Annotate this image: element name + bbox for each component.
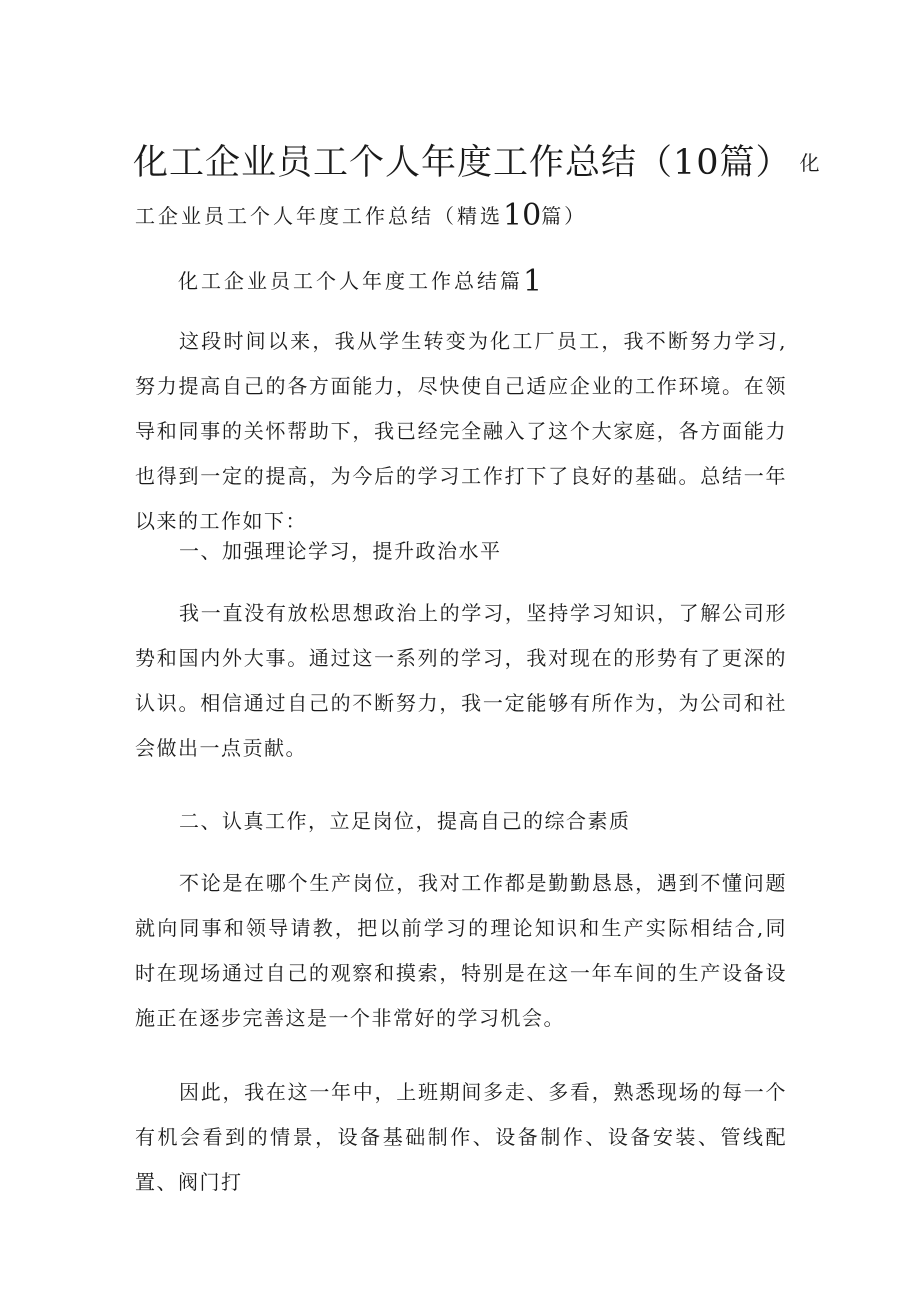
subtitle-suffix: 篇） bbox=[541, 204, 588, 228]
section-number: 1 bbox=[523, 264, 543, 299]
heading-theory-study: 一、加强理论学习，提升政治水平 bbox=[179, 539, 502, 563]
paragraph-intro: 这段时间以来，我从学生转变为化工厂员工，我不断努力学习,努力提高自己的各方面能力，尽快使自己适应企业的工作环境。在领导和同事的关怀帮助下，我已经完全融入了这个大家庭，各方面能力也得到一定的提高，为今后的学习工作打下了良好的基础。总结一年以来的工作如下： bbox=[135, 329, 787, 533]
heading-work-quality: 二、认真工作，立足岗位，提高自己的综合素质 bbox=[179, 809, 631, 833]
section-heading bbox=[178, 264, 542, 300]
title-text: 化工企业员工个人年度工作总结（10篇） bbox=[133, 143, 792, 183]
document-title bbox=[133, 143, 913, 183]
paragraph-politics: 我一直没有放松思想政治上的学习，坚持学习知识，了解公司形势和国内外大事。通过这一系列的学习，我对现在的形势有了更深的认识。相信通过自己的不断努力，我一定能够有所作为，为公司和社会做出一点贡献。 bbox=[135, 601, 787, 760]
document-subtitle bbox=[135, 198, 587, 234]
section-heading-text: 化工企业员工个人年度工作总结篇 bbox=[178, 269, 523, 293]
subtitle-number: 10 bbox=[503, 198, 542, 233]
subtitle-prefix: 工企业员工个人年度工作总结（精选 bbox=[135, 204, 503, 228]
title-tail-text: 化 bbox=[799, 151, 820, 175]
paragraph-work: 不论是在哪个生产岗位，我对工作都是勤勤恳恳，遇到不懂问题就向同事和领导请教，把以前学习的理论知识和生产实际相结合,同时在现场通过自己的观察和摸索，特别是在这一年车间的生产设备设施正在逐步完善这是一个非常好的学习机会。 bbox=[135, 871, 787, 1030]
paragraph-practice: 因此，我在这一年中，上班期间多走、多看，熟悉现场的每一个有机会看到的情景，设备基础制作、设备制作、设备安装、管线配置、阀门打 bbox=[135, 1080, 787, 1194]
